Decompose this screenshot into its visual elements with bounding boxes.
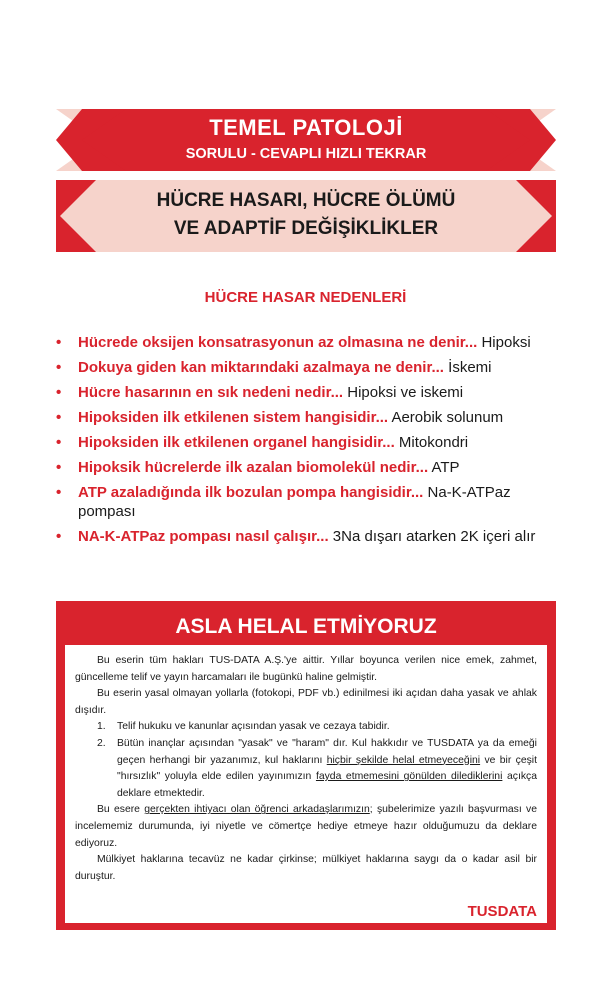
list-item bbox=[56, 433, 556, 452]
answer: Na-K-ATPaz pompası bbox=[78, 484, 511, 520]
topic-title-line1: HÜCRE HASARI, HÜCRE ÖLÜMÜ bbox=[156, 190, 456, 211]
underlined-text: gerçekten ihtiyacı olan öğrenci arkadaşlarımızın bbox=[144, 804, 370, 816]
topic-banner bbox=[56, 180, 556, 252]
underlined-text: fayda etmemesini gönülden dilediklerini bbox=[315, 771, 503, 783]
notice-paragraph-2: Bu eserin yasal olmayan yollarla (fotokopi, PDF vb.) edinilmesi iki açıdan daha yasak ve ahlak dışıdır. bbox=[75, 688, 537, 716]
answer: Mitokondri bbox=[398, 434, 469, 451]
list-item bbox=[56, 408, 556, 427]
notice-body bbox=[65, 645, 547, 923]
answer: 3Na dışarı atarken 2K içeri alır bbox=[332, 528, 536, 545]
list-item bbox=[56, 383, 556, 402]
book-title: TEMEL PATOLOJİ bbox=[209, 115, 403, 140]
bullet-icon: • bbox=[56, 334, 62, 351]
question: Hipoksiden ilk etkilenen sistem hangisidir... bbox=[78, 409, 389, 426]
bullet-icon: • bbox=[56, 434, 62, 451]
question: Hücrede oksijen konsatrasyonun az olmasına ne denir... bbox=[78, 334, 478, 351]
question: Hücre hasarının en sık nedeni nedir... bbox=[78, 384, 344, 401]
list-item bbox=[56, 458, 556, 477]
notice-numbered-list bbox=[75, 719, 537, 802]
numbered-item-1 bbox=[75, 719, 537, 736]
item-number: 2. bbox=[97, 737, 106, 749]
title-banner bbox=[56, 109, 556, 171]
qa-list bbox=[56, 333, 556, 552]
question: Hipoksik hücrelerde ilk azalan biomolekül nedir... bbox=[78, 459, 429, 476]
item-text: Telif hukuku ve kanunlar açısından yasak ve cezaya tabidir. bbox=[117, 721, 390, 733]
question: Hipoksiden ilk etkilenen organel hangisidir... bbox=[78, 434, 395, 451]
notice-paragraph-3 bbox=[75, 802, 537, 852]
item-text: açıkça deklare etmektedir. bbox=[117, 771, 538, 799]
bullet-icon: • bbox=[56, 528, 62, 545]
item-number: 1. bbox=[97, 721, 106, 733]
question: ATP azaladığında ilk bozulan pompa hangisidir... bbox=[78, 484, 424, 501]
copyright-notice bbox=[56, 601, 556, 930]
list-item bbox=[56, 527, 556, 546]
answer: İskemi bbox=[448, 359, 492, 376]
question: Dokuya giden kan miktarındaki azalmaya ne denir... bbox=[78, 359, 444, 376]
section-heading: HÜCRE HASAR NEDENLERİ bbox=[204, 289, 407, 306]
list-item bbox=[56, 333, 556, 352]
answer: Hipoksi ve iskemi bbox=[347, 384, 464, 401]
bullet-icon: • bbox=[56, 459, 62, 476]
notice-paragraph-4: Mülkiyet haklarına tecavüz ne kadar çirkinse; mülkiyet haklarına saygı da o kadar asil bir duruştur. bbox=[75, 854, 537, 882]
paragraph-text: Bu esere bbox=[97, 804, 140, 816]
item-text: ve bir çeşit "hırsızlık" yoluyla elde edilen yayınımızın bbox=[117, 754, 538, 783]
answer: Hipoksi bbox=[481, 334, 531, 351]
paragraph-text: ; şubelerimize yazılı başvurması ve incelememiz durumunda, iyi niyetle ve cömertçe hediye etmeye hazır olduğumuzu da deklare ediyoruz. bbox=[75, 804, 537, 849]
publisher-signature: TUSDATA bbox=[467, 903, 537, 921]
underlined-text: hiçbir şekilde helal etmeyeceğini bbox=[326, 754, 481, 766]
numbered-item-2 bbox=[75, 736, 537, 802]
notice-paragraph-1: Bu eserin tüm hakları TUS-DATA A.Ş.'ye aittir. Yıllar boyunca verilen nice emek, zahmet, güncelleme telif ve yayın harcamaları ile bugünkü haline gelmiştir. bbox=[75, 655, 537, 683]
item-text: Bütün inançlar açısından "yasak" ve "haram" dır. Kul hakkıdır ve TUSDATA ya da emeği geçen herhangi bir yazanımız, kul haklarını bbox=[117, 737, 537, 766]
list-item bbox=[56, 358, 556, 377]
list-item bbox=[56, 483, 556, 521]
notice-title: ASLA HELAL ETMİYORUZ bbox=[175, 615, 437, 638]
bullet-icon: • bbox=[56, 484, 62, 501]
bullet-icon: • bbox=[56, 409, 62, 426]
bullet-icon: • bbox=[56, 359, 62, 376]
bullet-icon: • bbox=[56, 384, 62, 401]
book-subtitle: SORULU - CEVAPLI HIZLI TEKRAR bbox=[185, 146, 427, 162]
answer: ATP bbox=[431, 459, 460, 476]
question: NA-K-ATPaz pompası nasıl çalışır... bbox=[78, 528, 329, 545]
topic-title-line2: VE ADAPTİF DEĞİŞİKLİKLER bbox=[173, 218, 439, 239]
answer: Aerobik solunum bbox=[391, 409, 504, 426]
